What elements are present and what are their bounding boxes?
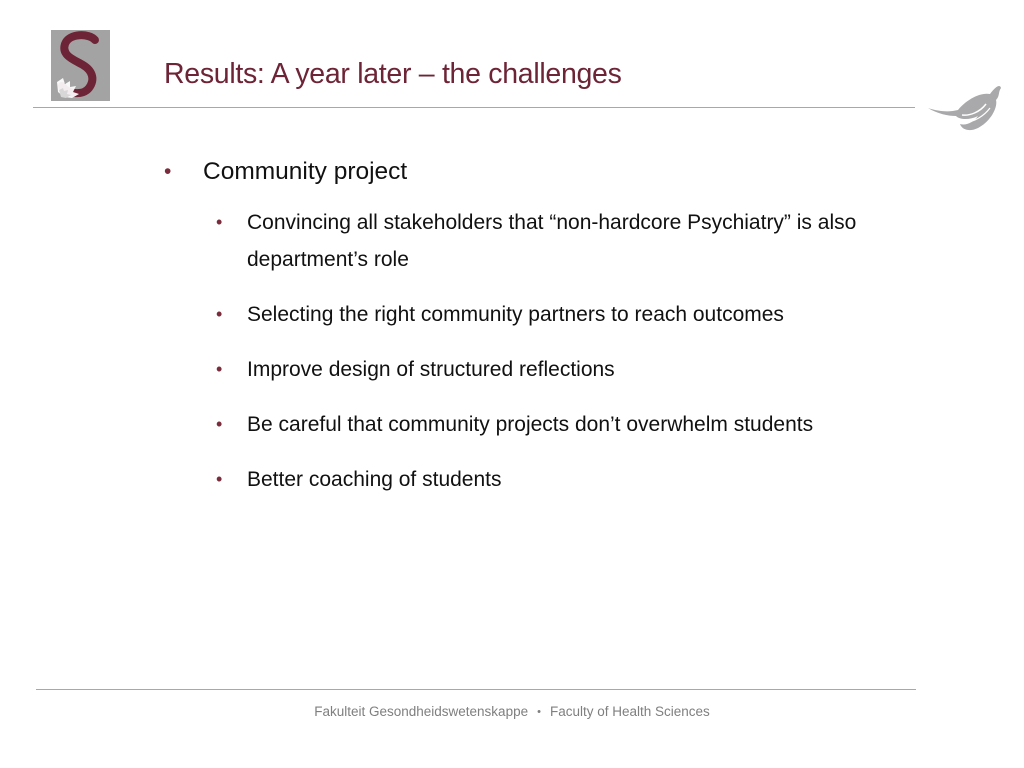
header-divider (33, 107, 915, 108)
bullet-level1 (164, 155, 924, 189)
footer-separator: • (537, 706, 541, 718)
bullet-marker: • (164, 160, 172, 183)
bullet-marker: • (216, 469, 223, 489)
bullet-marker: • (216, 359, 223, 379)
bullet-text: Improve design of structured reflections (247, 358, 615, 381)
bullet-level2 (216, 406, 907, 443)
slide-title: Results: A year later – the challenges (164, 58, 622, 90)
footer-divider (36, 689, 916, 690)
bullet-text: Selecting the right community partners to reach outcomes (247, 303, 784, 326)
university-shield-logo (51, 30, 110, 101)
bullet-text: Be careful that community projects don’t overwhelm students (247, 413, 814, 436)
bullet-marker: • (216, 304, 223, 324)
bullet-content (164, 155, 924, 516)
protea-leaf-icon (926, 82, 1002, 134)
bullet-level2 (216, 296, 907, 333)
bullet-text: Convincing all stakeholders that “non-hardcore Psychiatry” is also department’s role (247, 211, 857, 271)
bullet-level2 (216, 461, 907, 498)
bullet-text: Better coaching of students (247, 468, 502, 491)
bullet-marker: • (216, 212, 223, 232)
bullet-marker: • (216, 414, 223, 434)
bullet-level2 (216, 351, 907, 388)
bullet-text: Community project (203, 158, 408, 185)
bullet-level2 (216, 204, 907, 278)
footer-faculty-afrikaans: Fakulteit Gesondheidswetenskappe (314, 704, 529, 719)
footer-faculty-english: Faculty of Health Sciences (549, 704, 710, 719)
footer (0, 704, 1024, 719)
